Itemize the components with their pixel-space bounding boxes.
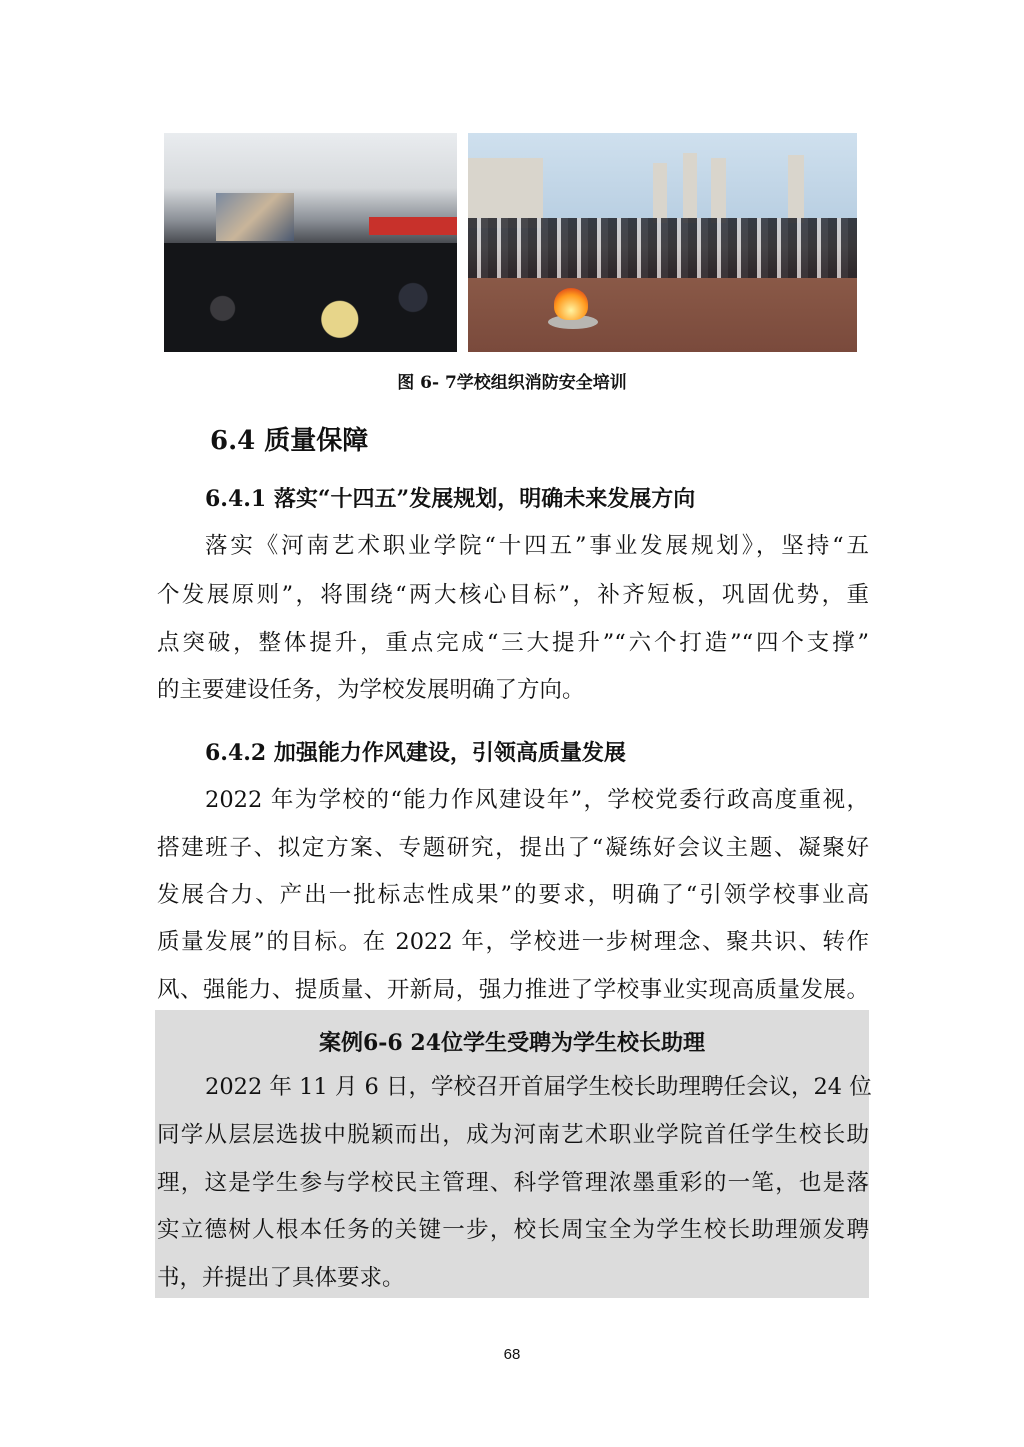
paragraph-line: 点突破，整体提升，重点完成“三大提升”“六个打造”“四个支撑” bbox=[157, 630, 869, 656]
paragraph-line: 个发展原则”，将围绕“两大核心目标”，补齐短板，巩固优势，重 bbox=[157, 582, 869, 608]
case-line: 同学从层层选拔中脱颖而出，成为河南艺术职业学院首任学生校长助 bbox=[157, 1122, 869, 1148]
building bbox=[788, 155, 804, 223]
paragraph-line: 落实《河南艺术职业学院“十四五”事业发展规划》，坚持“五 bbox=[205, 533, 869, 559]
case-line: 实立德树人根本任务的关键一步，校长周宝全为学生校长助理颁发聘 bbox=[157, 1217, 869, 1243]
case-line: 书，并提出了具体要求。 bbox=[157, 1265, 405, 1291]
paragraph-line: 质量发展”的目标。在 2022 年，学校进一步树理念、聚共识、转作 bbox=[157, 929, 869, 955]
figure-caption: 图 6- 7学校组织消防安全培训 bbox=[397, 373, 627, 393]
subsection-heading: 6.4.1 落实“十四五”发展规划，明确未来发展方向 bbox=[205, 486, 696, 512]
fire-flame bbox=[554, 288, 588, 320]
classroom-training-photo bbox=[164, 133, 457, 352]
case-line: 2022 年 11 月 6 日，学校召开首届学生校长助理聘任会议，24 位 bbox=[205, 1074, 872, 1100]
paragraph-line: 搭建班子、拟定方案、专题研究，提出了“凝练好会议主题、凝聚好 bbox=[157, 835, 869, 861]
paragraph-line: 2022 年为学校的“能力作风建设年”，学校党委行政高度重视， bbox=[205, 787, 869, 813]
paragraph-line: 的主要建设任务，为学校发展明确了方向。 bbox=[157, 677, 585, 703]
red-banner bbox=[369, 217, 457, 235]
building bbox=[653, 163, 667, 223]
building bbox=[683, 153, 697, 223]
paragraph-line: 风、强能力、提质量、开新局，强力推进了学校事业实现高质量发展。 bbox=[157, 977, 869, 1003]
subsection-heading: 6.4.2 加强能力作风建设，引领高质量发展 bbox=[205, 740, 626, 766]
students-group bbox=[468, 218, 857, 278]
audience bbox=[164, 243, 457, 352]
projector-screen bbox=[216, 193, 294, 241]
fire-drill-photo bbox=[468, 133, 857, 352]
paragraph-line: 发展合力、产出一批标志性成果”的要求，明确了“引领学校事业高 bbox=[157, 882, 869, 908]
section-heading: 6.4 质量保障 bbox=[210, 426, 369, 456]
page-number: 68 bbox=[503, 1346, 521, 1363]
building bbox=[711, 158, 726, 223]
case-title: 案例6-6 24位学生受聘为学生校长助理 bbox=[318, 1030, 706, 1056]
case-line: 理，这是学生参与学校民主管理、科学管理浓墨重彩的一笔，也是落 bbox=[157, 1170, 869, 1196]
